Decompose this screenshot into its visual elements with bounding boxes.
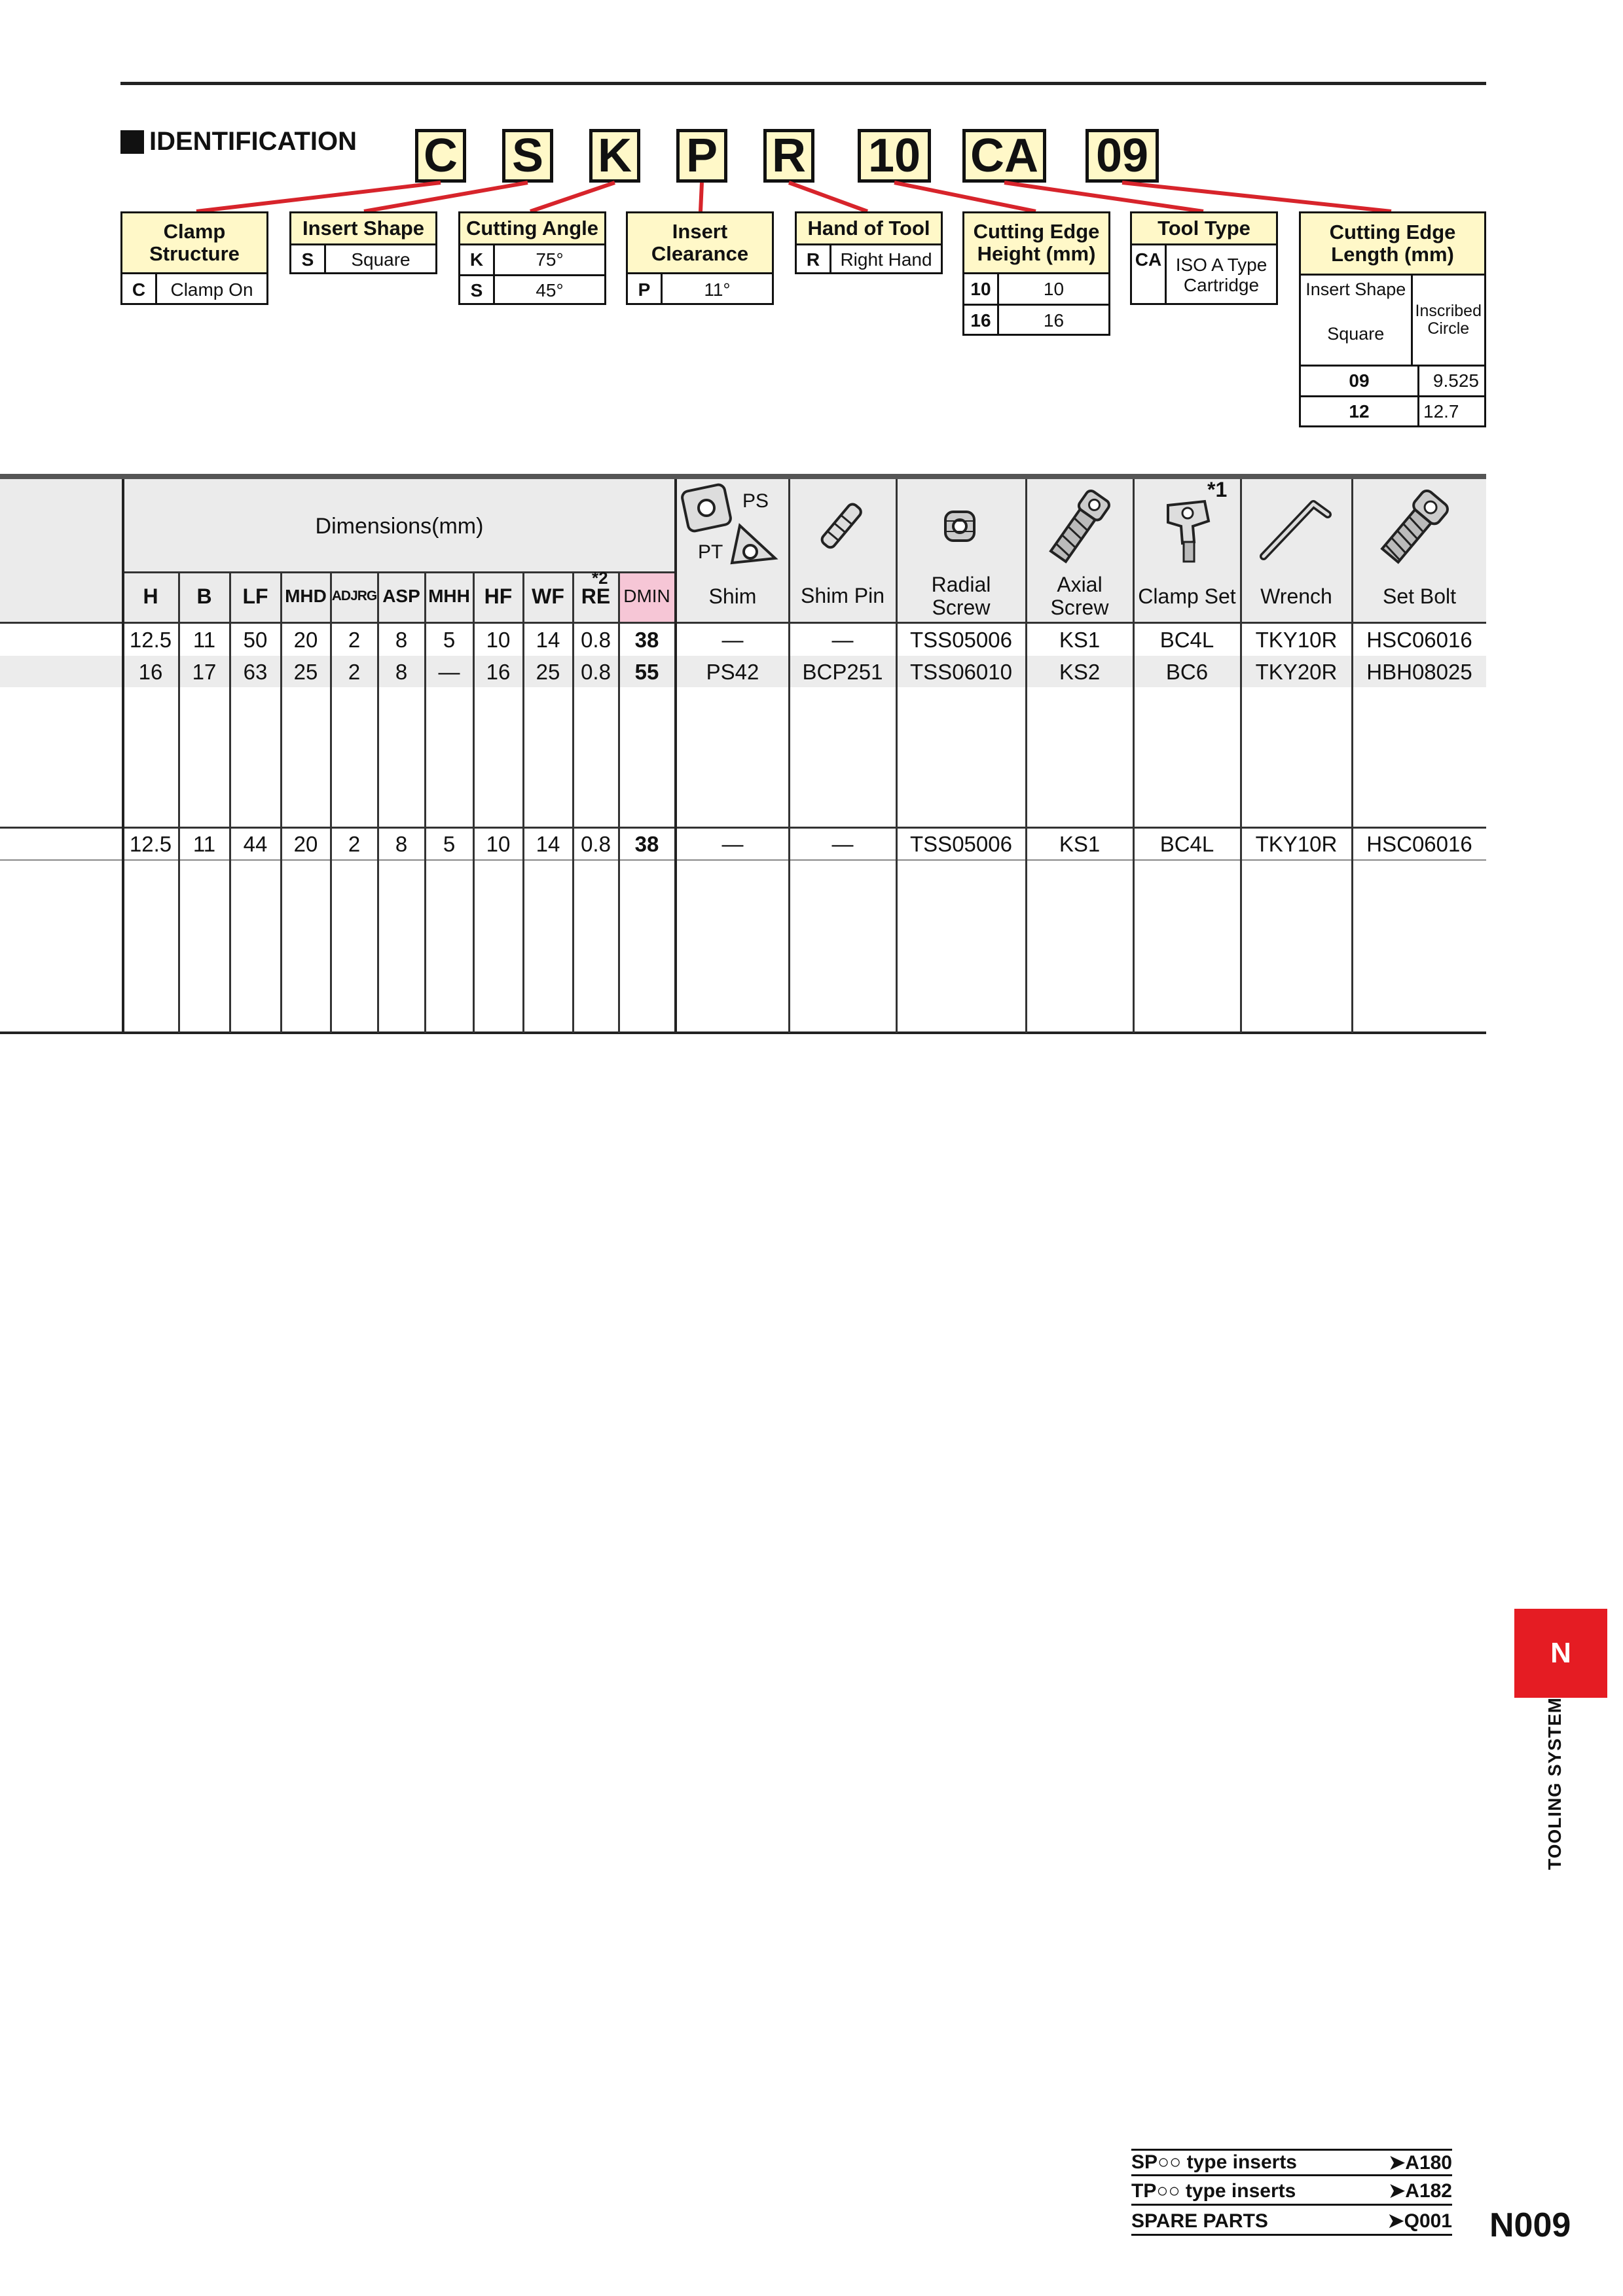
shim-icon bbox=[680, 481, 787, 569]
re-note-mark: *2 bbox=[592, 568, 608, 588]
col-b: B bbox=[196, 584, 212, 608]
cutting-edge-height-box bbox=[962, 211, 1110, 336]
table-cell: 17 bbox=[192, 660, 217, 684]
identification-heading: IDENTIFICATION bbox=[120, 127, 357, 156]
code-box-r: R bbox=[763, 129, 814, 183]
table-cell: PS42 bbox=[706, 660, 759, 684]
cutting-edge-length-header: Cutting Edge Length (mm) bbox=[1301, 213, 1484, 274]
col-radial-screw: Radial Screw bbox=[931, 572, 991, 619]
table-cell: 14 bbox=[536, 628, 560, 652]
col-h: H bbox=[143, 584, 158, 608]
col-lf: LF bbox=[242, 584, 268, 608]
table-cell: 16 bbox=[486, 660, 511, 684]
table-cell: 0.8 bbox=[581, 628, 611, 652]
insert-shape-header: Insert Shape bbox=[291, 213, 435, 243]
col-mhh: MHH bbox=[428, 586, 470, 606]
table-cell: 25 bbox=[536, 660, 560, 684]
clamp-structure-row: C Clamp On bbox=[122, 272, 266, 305]
code-box-c: C bbox=[415, 129, 466, 183]
insert-clearance-header: Insert Clearance bbox=[628, 213, 772, 272]
tool-type-row: CA ISO A Type Cartridge bbox=[1132, 243, 1276, 305]
table-cell: BC4L bbox=[1159, 628, 1214, 652]
cutting-edge-height-header: Cutting Edge Height (mm) bbox=[964, 213, 1108, 272]
col-asp: ASP bbox=[382, 586, 420, 606]
table-cell: 16 bbox=[138, 660, 163, 684]
table-cell: 10 bbox=[486, 628, 511, 652]
table-cell: — bbox=[831, 832, 854, 856]
table-cell: 44 bbox=[243, 832, 268, 856]
insert-clearance-row: P 11° bbox=[628, 272, 772, 305]
clamp-set-icon bbox=[1159, 492, 1218, 565]
table-cell: — bbox=[721, 628, 744, 652]
table-cell: TKY20R bbox=[1255, 660, 1338, 684]
table-cell: TSS05006 bbox=[910, 832, 1012, 856]
cutting-edge-length-row-09: 09 9.525 bbox=[1301, 365, 1484, 395]
table-cell: 25 bbox=[293, 660, 318, 684]
table-cell: TKY10R bbox=[1255, 628, 1338, 652]
table-cell: KS1 bbox=[1059, 832, 1101, 856]
hand-of-tool-row: R Right Hand bbox=[797, 243, 941, 274]
code-box-10: 10 bbox=[858, 129, 931, 183]
identification-connector-lines bbox=[0, 0, 1623, 236]
table-cell: — bbox=[831, 628, 854, 652]
col-shim: Shim bbox=[708, 584, 757, 608]
col-wf: WF bbox=[532, 584, 564, 608]
table-cell: 5 bbox=[443, 832, 456, 856]
table-cell: 20 bbox=[293, 628, 318, 652]
table-cell: 38 bbox=[634, 832, 659, 856]
hand-of-tool-header: Hand of Tool bbox=[797, 213, 941, 243]
code-box-p: P bbox=[676, 129, 727, 183]
ref-tp-inserts[interactable]: TP○○ type inserts ➤A182 bbox=[1131, 2178, 1452, 2206]
radial-screw-icon bbox=[936, 503, 983, 550]
col-dmin: DMIN bbox=[623, 586, 670, 606]
table-cell: BCP251 bbox=[802, 660, 883, 684]
table-cell: 14 bbox=[536, 832, 560, 856]
page-number: N009 bbox=[1489, 2206, 1571, 2244]
code-box-s: S bbox=[502, 129, 553, 183]
svg-text:PT: PT bbox=[698, 541, 723, 563]
table-cell: — bbox=[438, 660, 460, 684]
table-cell: HBH08025 bbox=[1366, 660, 1472, 684]
table-cell: KS2 bbox=[1059, 660, 1101, 684]
clamp-structure-header: Clamp Structure bbox=[122, 213, 266, 272]
col-clamp-set: Clamp Set bbox=[1138, 584, 1236, 608]
table-cell: 20 bbox=[293, 832, 318, 856]
clamp-structure-box bbox=[120, 211, 268, 305]
cutting-angle-row-s: S 45° bbox=[460, 274, 604, 305]
table-top-rule bbox=[0, 474, 1486, 479]
code-box-09: 09 bbox=[1085, 129, 1159, 183]
col-hf: HF bbox=[484, 584, 513, 608]
cutting-edge-length-subheader: Insert Shape Square Inscribed Circle bbox=[1301, 274, 1484, 365]
table-cell: 10 bbox=[486, 832, 511, 856]
table-cell: 0.8 bbox=[581, 832, 611, 856]
table-cell: BC4L bbox=[1159, 832, 1214, 856]
table-cell: — bbox=[721, 832, 744, 856]
hand-of-tool-box bbox=[795, 211, 943, 274]
col-set-bolt: Set Bolt bbox=[1382, 584, 1457, 608]
col-wrench: Wrench bbox=[1260, 584, 1332, 608]
ref-sp-inserts[interactable]: SP○○ type inserts ➤A180 bbox=[1131, 2149, 1452, 2176]
insert-shape-box bbox=[289, 211, 437, 274]
table-cell: 2 bbox=[348, 628, 361, 652]
cutting-angle-row-k: K 75° bbox=[460, 243, 604, 274]
table-cell: 0.8 bbox=[581, 660, 611, 684]
table-cell: KS1 bbox=[1059, 628, 1101, 652]
table-cell: 5 bbox=[443, 628, 456, 652]
table-cell: 63 bbox=[243, 660, 268, 684]
table-cell: 50 bbox=[243, 628, 268, 652]
table-cell: 12.5 bbox=[129, 628, 172, 652]
code-box-ca: CA bbox=[962, 129, 1046, 183]
section-tab-n[interactable]: N bbox=[1514, 1609, 1607, 1698]
header-bottom-rule bbox=[0, 622, 1486, 624]
table-cell: 2 bbox=[348, 832, 361, 856]
table-cell: 55 bbox=[634, 660, 659, 684]
cutting-edge-height-row-10: 10 10 bbox=[964, 272, 1108, 304]
dimensions-group-header: Dimensions(mm) bbox=[315, 514, 484, 539]
tool-type-box bbox=[1130, 211, 1278, 305]
table-cell: 2 bbox=[348, 660, 361, 684]
tool-type-header: Tool Type bbox=[1132, 213, 1276, 243]
table-cell: HSC06016 bbox=[1366, 832, 1472, 856]
insert-clearance-box bbox=[626, 211, 774, 305]
code-box-k: K bbox=[589, 129, 640, 183]
col-re: RE bbox=[581, 584, 611, 608]
table-bottom-rule bbox=[0, 1031, 1486, 1034]
table-cell: 8 bbox=[395, 832, 408, 856]
shim-pin-icon bbox=[809, 492, 875, 560]
table-cell: 8 bbox=[395, 628, 408, 652]
ref-spare-parts[interactable]: SPARE PARTS ➤Q001 bbox=[1131, 2208, 1452, 2236]
clamp-set-note-mark: *1 bbox=[1207, 478, 1228, 501]
table-cell: 8 bbox=[395, 660, 408, 684]
table-cell: 38 bbox=[634, 628, 659, 652]
col-axial-screw: Axial Screw bbox=[1050, 572, 1109, 619]
col-mhd: MHD bbox=[285, 586, 327, 606]
cutting-edge-length-row-12: 12 12.7 bbox=[1301, 395, 1484, 426]
table-cell: 11 bbox=[192, 832, 216, 856]
svg-text:PS: PS bbox=[742, 490, 769, 512]
table-cell: TSS05006 bbox=[910, 628, 1012, 652]
cutting-angle-box bbox=[458, 211, 606, 305]
table-cell: TSS06010 bbox=[910, 660, 1012, 684]
cutting-angle-header: Cutting Angle bbox=[460, 213, 604, 243]
section-tab-label: TOOLING SYSTEM bbox=[1544, 1697, 1565, 1870]
table-cell: BC6 bbox=[1165, 660, 1209, 684]
axial-screw-icon bbox=[1042, 486, 1116, 568]
table-cell: TKY10R bbox=[1255, 832, 1338, 856]
table-cell: 12.5 bbox=[129, 832, 172, 856]
cutting-edge-height-row-16: 16 16 bbox=[964, 304, 1108, 335]
wrench-icon bbox=[1257, 492, 1336, 564]
table-cell: HSC06016 bbox=[1366, 628, 1472, 652]
set-bolt-icon bbox=[1375, 486, 1453, 568]
col-shim-pin: Shim Pin bbox=[800, 584, 885, 608]
table-cell: 11 bbox=[192, 628, 216, 652]
cutting-edge-length-box bbox=[1299, 211, 1486, 427]
insert-shape-row: S Square bbox=[291, 243, 435, 274]
col-adjrg: ADJRG bbox=[331, 588, 377, 603]
